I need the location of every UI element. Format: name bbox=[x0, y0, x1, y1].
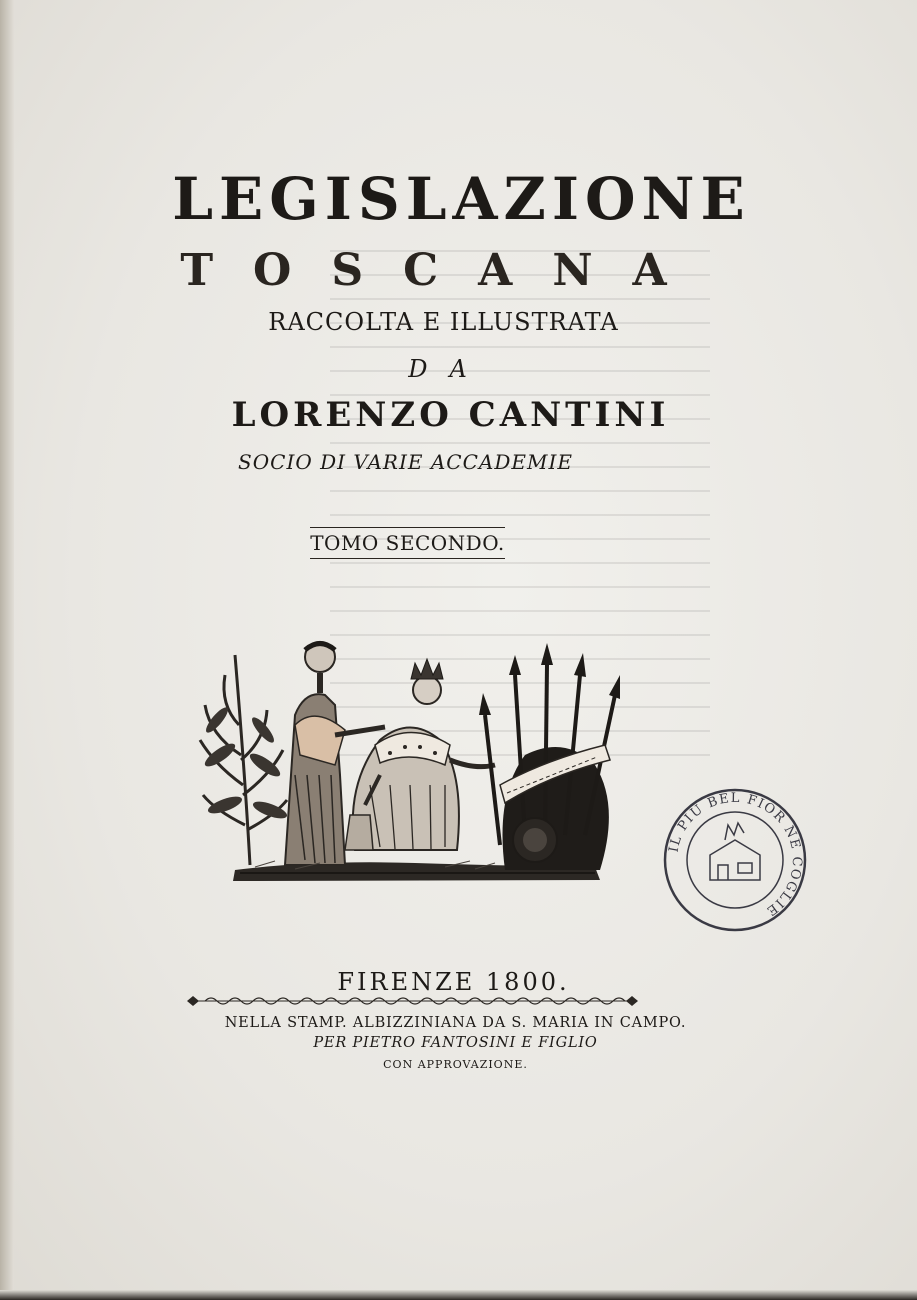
volume-box bbox=[310, 527, 505, 559]
imprint-approval: CON APPROVAZIONE. bbox=[383, 1058, 528, 1071]
woodcut-vignette-illustration bbox=[195, 635, 635, 885]
author-name: LORENZO CANTINI bbox=[231, 395, 670, 435]
library-stamp-seal bbox=[660, 785, 810, 935]
by-line: DA bbox=[408, 355, 489, 383]
volume-label: TOMO SECONDO. bbox=[310, 531, 505, 555]
author-affiliation: SOCIO DI VARIE ACCADEMIE bbox=[238, 450, 573, 474]
title-line-2: TOSCANA bbox=[180, 245, 707, 296]
imprint-city-year: FIRENZE 1800. bbox=[337, 968, 570, 996]
page-edge-bottom bbox=[0, 1290, 917, 1300]
title-line-1: LEGISLAZIONE bbox=[172, 165, 751, 233]
ornamental-rule bbox=[185, 994, 640, 1008]
subtitle: RACCOLTA E ILLUSTRATA bbox=[268, 308, 619, 336]
stamp-motto: IL PIU BEL FIOR NE COGLIE bbox=[666, 790, 805, 919]
imprint-printer: PER PIETRO FANTOSINI E FIGLIO bbox=[313, 1035, 598, 1051]
imprint-press: NELLA STAMP. ALBIZZINIANA DA S. MARIA IN CAMPO. bbox=[224, 1015, 687, 1031]
